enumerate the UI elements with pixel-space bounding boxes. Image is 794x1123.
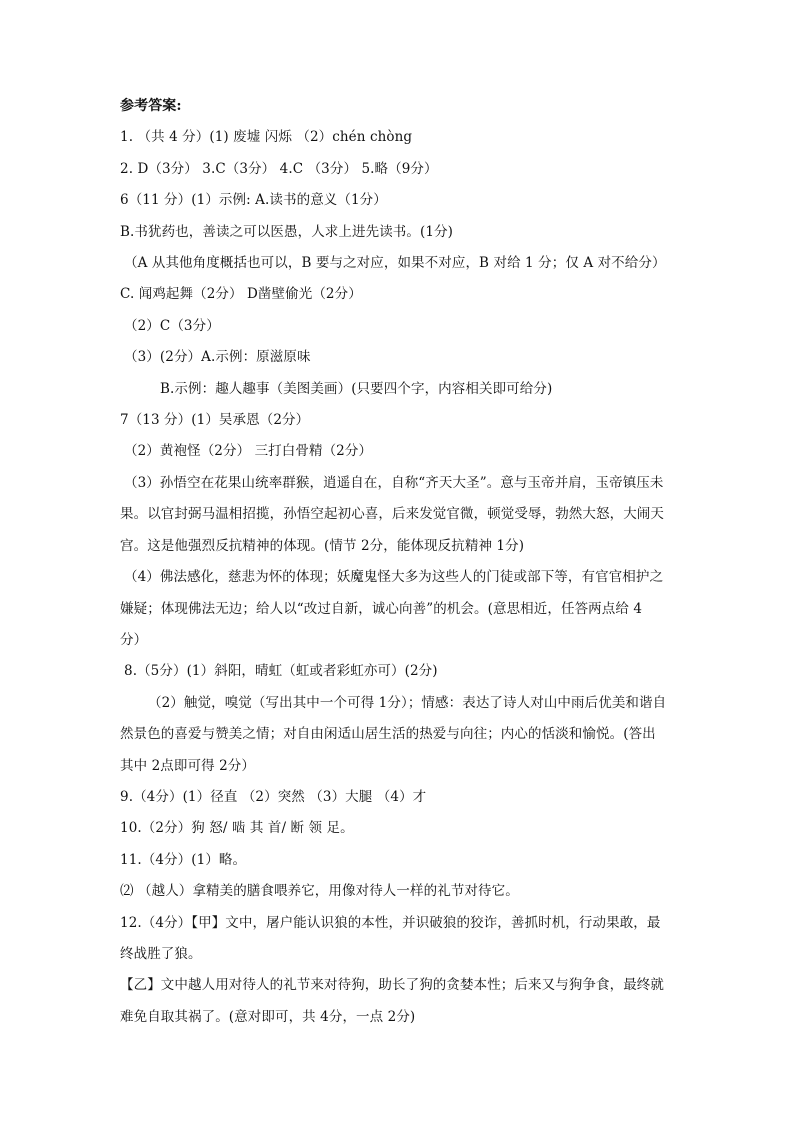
answer-line-4: B.书犹药也，善读之可以医愚，人求上进先读书。(1分) (120, 223, 454, 240)
answer-line-6: C. 闻鸡起舞（2分） D凿壁偷光（2分） (120, 286, 362, 303)
answer-line-9: B.示例：趣人趣事（美图美画）(只要四个字，内容相关即可给分) (160, 380, 553, 397)
answer-line-22: 9.（4分）(1）径直 （2）突然 （3）大腿 （4）才 (120, 788, 427, 805)
answer-line-12: （3）孙悟空在花果山统率群猴，逍遥自在，自称“齐天大圣”。意与玉帝并肩，玉帝镇压未 (124, 474, 664, 491)
answer-line-1: 1. （共 4 分）(1) 废墟 闪烁 （2）chén chòng (120, 129, 413, 146)
answer-line-19: （2）触觉，嗅觉（写出其中一个可得 1分）；情感：表达了诗人对山中雨后优美和谐自 (148, 694, 667, 711)
answer-line-8: （3）(2分）A.示例：原滋原味 (124, 349, 311, 366)
answer-line-5: （A 从其他角度概括也可以，B 要与之对应，如果不对应，B 对给 1 分；仅 A 对不给分） (124, 255, 666, 272)
answer-line-27: 终战胜了狼。 (120, 945, 202, 962)
answer-line-26: 12.（4分）【甲】文中，屠户能认识狼的本性，并识破狼的狡诈，善抓时机，行动果敢，最 (120, 914, 661, 931)
answer-line-24: 11.（4分）(1）略。 (120, 851, 247, 868)
answer-line-10: 7（13 分）(1）吴承恩（2分） (120, 412, 310, 429)
answer-line-28: 【乙】文中越人用对待人的礼节来对待狗，助长了狗的贪婪本性；后来又与狗争食，最终就 (120, 977, 664, 994)
answer-line-15: （4）佛法感化，慈悲为怀的体现；妖魔鬼怪大多为这些人的门徒或部下等，有官官相护之 (124, 569, 664, 586)
answer-line-11: （2）黄袍怪（2分） 三打白骨精（2分） (124, 443, 373, 460)
answer-line-20: 然景色的喜爱与赞美之情；对自由闲适山居生活的热爱与向往；内心的恬淡和愉悦。(答出 (120, 726, 656, 743)
answers-title: 参考答案: (120, 98, 182, 114)
answer-line-16: 嫌疑；体现佛法无边；给人以“改过自新，诚心向善”的机会。(意思相近，任答两点给 4 (120, 600, 643, 617)
answer-line-29: 难免自取其祸了。(意对即可，共 4分，一点 2分) (120, 1008, 416, 1025)
answer-line-25: ⑵ （越人）拿精美的膳食喂养它，用像对待人一样的礼节对待它。 (120, 883, 519, 900)
answer-line-7: （2）C（3分） (124, 317, 220, 334)
answer-line-21: 其中 2点即可得 2分） (120, 757, 255, 774)
answer-content (120, 91, 680, 1033)
answer-line-14: 宫。这是他强烈反抗精神的体现。(情节 2分，能体现反抗精神 1分) (120, 537, 525, 554)
answer-line-2: 2. D（3分） 3.C（3分） 4.C （3分） 5.略（9分） (120, 160, 438, 177)
answer-line-17: 分） (120, 631, 148, 648)
answer-line-23: 10.（2分）狗 怒/ 啮 其 首/ 断 领 足。 (120, 820, 354, 837)
answer-line-18: 8.（5分）(1）斜阳，晴虹（虹或者彩虹亦可）(2分) (124, 663, 438, 680)
answer-line-13: 果。以官封弼马温相招揽，孙悟空起初心喜，后来发觉官微，顿觉受辱，勃然大怒，大闹天 (120, 506, 664, 523)
answer-line-3: 6（11 分）(1）示例: A.读书的意义（1分） (120, 192, 387, 209)
